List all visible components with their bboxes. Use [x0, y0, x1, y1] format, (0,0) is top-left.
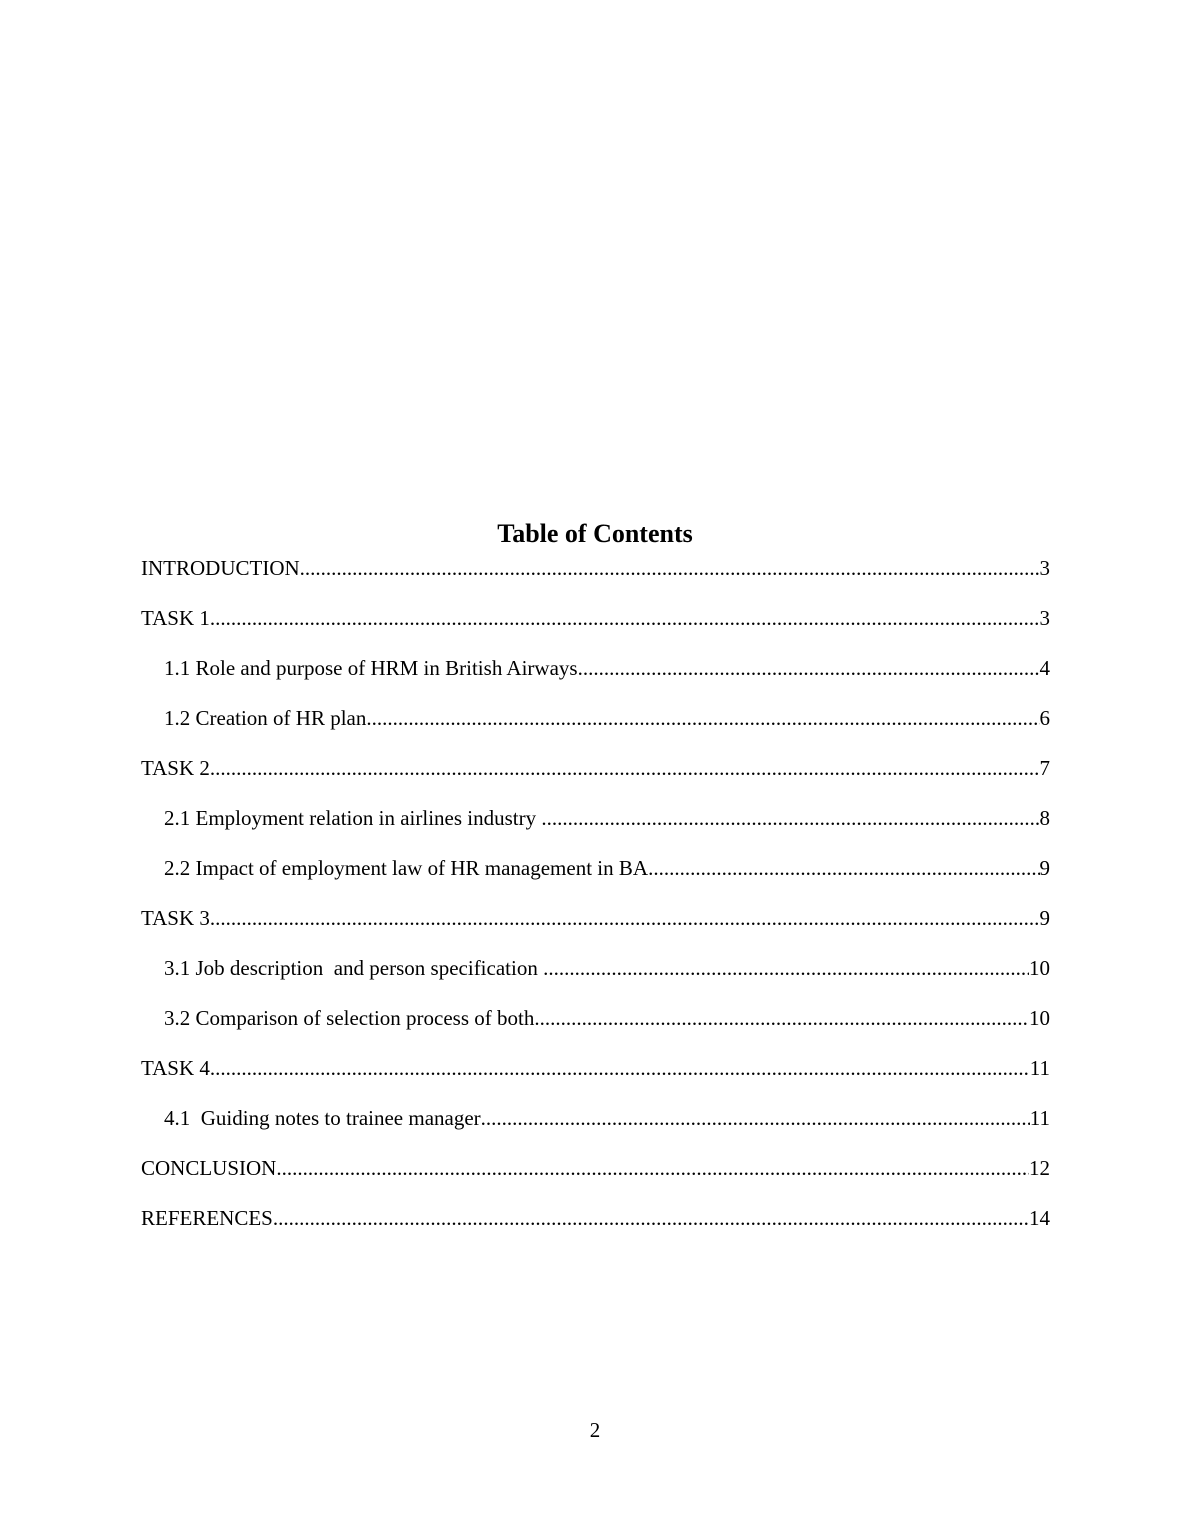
toc-title: Table of Contents [497, 519, 693, 548]
toc-entry-label: TASK 3 [141, 906, 210, 930]
toc-entry-page: 4 [1039, 656, 1050, 680]
toc-entry-label: TASK 2 [141, 756, 210, 780]
toc-dot-leader [366, 705, 1039, 731]
toc-entry-task-1[interactable] [141, 605, 1050, 655]
toc-entry-1-2[interactable] [141, 705, 1050, 755]
toc-entry-page: 10 [1029, 956, 1050, 980]
toc-dot-leader [210, 605, 1040, 631]
toc-entry-label: TASK 1 [141, 606, 210, 630]
toc-entry-conclusion[interactable] [141, 1155, 1050, 1205]
toc-entry-introduction[interactable] [141, 555, 1050, 605]
toc-entry-page: 11 [1029, 1056, 1050, 1080]
toc-dot-leader [578, 655, 1040, 681]
toc-entry-2-1[interactable] [141, 805, 1050, 855]
toc-entry-task-3[interactable] [141, 905, 1050, 955]
page-number: 2 [589, 1418, 601, 1442]
toc-entry-page: 9 [1039, 856, 1050, 880]
toc-entry-task-4[interactable] [141, 1055, 1050, 1105]
toc-dot-leader [273, 1205, 1029, 1231]
toc-entry-label: 3.2 Comparison of selection process of both [164, 1006, 535, 1030]
toc-entry-label: 2.2 Impact of employment law of HR management in BA [164, 856, 649, 880]
toc-entry-page: 11 [1029, 1106, 1050, 1130]
toc-dot-leader [543, 955, 1029, 981]
toc-dot-leader [481, 1105, 1030, 1131]
toc-entry-label: 1.1 Role and purpose of HRM in British Airways [164, 656, 578, 680]
toc-entry-page: 3 [1039, 556, 1050, 580]
toc-dot-leader [300, 555, 1040, 581]
toc-entry-label: REFERENCES [141, 1206, 273, 1230]
toc-dot-leader [210, 1055, 1030, 1081]
toc-entry-label: TASK 4 [141, 1056, 210, 1080]
toc-entry-label: 3.1 Job description and person specification [164, 956, 544, 980]
toc-entry-page: 3 [1039, 606, 1050, 630]
toc-entry-page: 12 [1029, 1156, 1050, 1180]
toc-entry-task-2[interactable] [141, 755, 1050, 805]
toc-dot-leader [276, 1155, 1029, 1181]
toc-entry-page: 14 [1029, 1206, 1050, 1230]
toc-entry-4-1[interactable] [141, 1105, 1050, 1155]
toc-entry-page: 9 [1039, 906, 1050, 930]
toc-dot-leader [210, 755, 1040, 781]
toc-list [141, 555, 1050, 1255]
toc-entry-page: 10 [1029, 1006, 1050, 1030]
toc-dot-leader [648, 855, 1039, 881]
toc-entry-references[interactable] [141, 1205, 1050, 1255]
toc-entry-label: 2.1 Employment relation in airlines industry [164, 806, 542, 830]
toc-dot-leader [210, 905, 1040, 931]
toc-entry-label: 4.1 Guiding notes to trainee manager [164, 1106, 481, 1130]
toc-entry-3-2[interactable] [141, 1005, 1050, 1055]
toc-dot-leader [534, 1005, 1029, 1031]
toc-entry-page: 8 [1039, 806, 1050, 830]
toc-entry-label: 1.2 Creation of HR plan [164, 706, 367, 730]
toc-entry-page: 6 [1039, 706, 1050, 730]
toc-entry-3-1[interactable] [141, 955, 1050, 1005]
toc-entry-2-2[interactable] [141, 855, 1050, 905]
toc-dot-leader [541, 805, 1039, 831]
toc-entry-label: CONCLUSION [141, 1156, 277, 1180]
toc-entry-page: 7 [1039, 756, 1050, 780]
toc-entry-label: INTRODUCTION [141, 556, 300, 580]
toc-entry-1-1[interactable] [141, 655, 1050, 705]
